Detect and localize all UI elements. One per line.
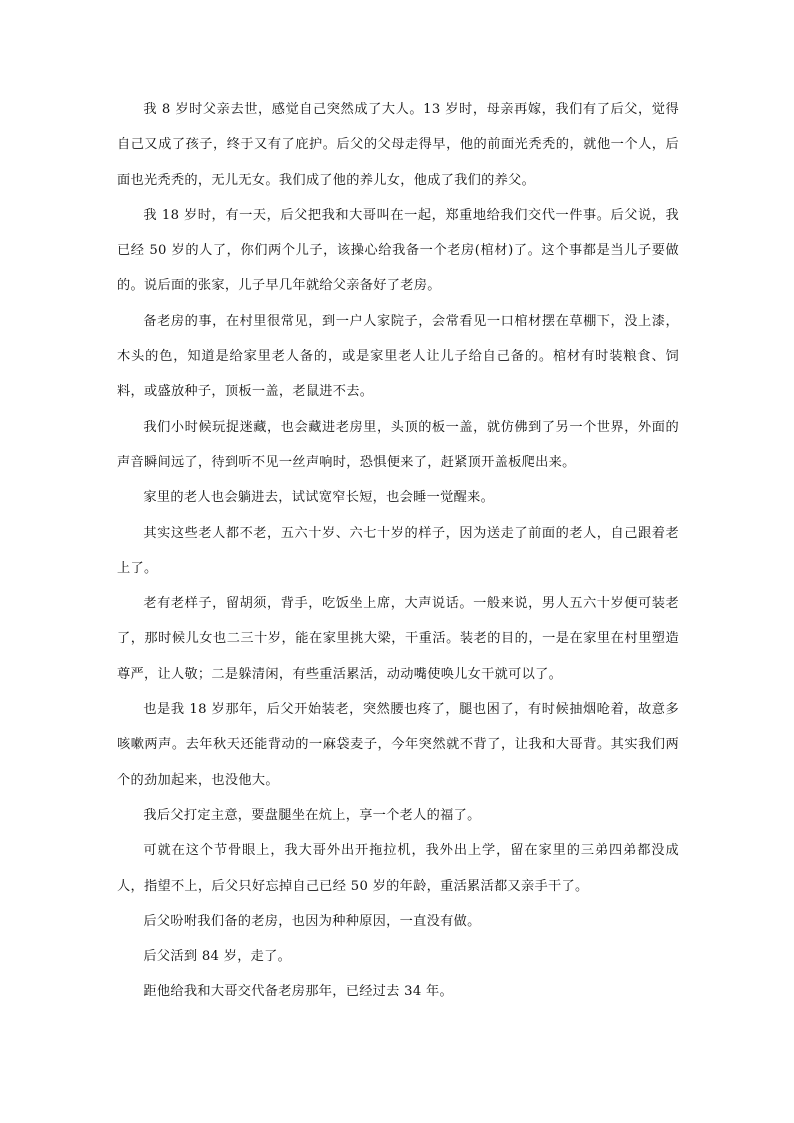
paragraph-7: 老有老样子，留胡须，背手，吃饭坐上席，大声说话。一般来说，男人五六十岁便可装老了，那时候儿女也二三十岁，能在家里挑大梁，干重活。装老的目的，一是在家里在村里塑造尊严，让人敬；二是躲清闲，有些重活累活，动动嘴使唤儿女干就可以了。 xyxy=(117,596,679,682)
document-body xyxy=(117,92,679,1010)
paragraph-6: 其实这些老人都不老，五六十岁、六七十岁的样子，因为送走了前面的老人，自己跟着老上了。 xyxy=(117,525,679,576)
paragraph-4: 我们小时候玩捉迷藏，也会藏进老房里，头顶的板一盖，就仿佛到了另一个世界，外面的声音瞬间远了，待到听不见一丝声响时，恐惧便来了，赶紧顶开盖板爬出来。 xyxy=(117,419,679,470)
paragraph-8: 也是我 18 岁那年，后父开始装老，突然腰也疼了，腿也困了，有时候抽烟呛着，故意多咳嗽两声。去年秋天还能背动的一麻袋麦子，今年突然就不背了，让我和大哥背。其实我们两个的劲加起来，也没他大。 xyxy=(117,702,679,788)
paragraph-10: 可就在这个节骨眼上，我大哥外出开拖拉机，我外出上学，留在家里的三弟四弟都没成人，指望不上，后父只好忘掉自己已经 50 岁的年龄，重活累活都又亲手干了。 xyxy=(117,843,679,894)
paragraph-5: 家里的老人也会躺进去，试试宽窄长短，也会睡一觉醒来。 xyxy=(143,490,495,506)
paragraph-2: 我 18 岁时，有一天，后父把我和大哥叫在一起，郑重地给我们交代一件事。后父说，我已经 50 岁的人了，你们两个儿子，该操心给我备一个老房(棺材)了。这个事都是当儿子要做的。说后面的张家，儿子早几年就给父亲备好了老房。 xyxy=(117,207,679,294)
paragraph-3: 备老房的事，在村里很常见，到一户人家院子，会常看见一口棺材摆在草棚下，没上漆，木头的色，知道是给家里老人备的，或是家里老人让儿子给自己备的。棺材有时装粮食、饲料，或盛放种子，顶板一盖，老鼠进不去。 xyxy=(117,313,679,400)
paragraph-13: 距他给我和大哥交代备老房那年，已经过去 34 年。 xyxy=(143,984,453,1000)
paragraph-11: 后父吩咐我们备的老房，也因为种种原因，一直没有做。 xyxy=(143,913,481,929)
paragraph-9: 我后父打定主意，要盘腿坐在炕上，享一个老人的福了。 xyxy=(143,807,481,823)
paragraph-12: 后父活到 84 岁，走了。 xyxy=(143,949,292,965)
paragraph-1: 我 8 岁时父亲去世，感觉自己突然成了大人。13 岁时，母亲再嫁，我们有了后父，觉得自己又成了孩子，终于又有了庇护。后父的父母走得早，他的前面光秃秃的，就他一个人，后面也光秃秃的，无儿无女。我们成了他的养儿女，他成了我们的养父。 xyxy=(117,102,679,188)
